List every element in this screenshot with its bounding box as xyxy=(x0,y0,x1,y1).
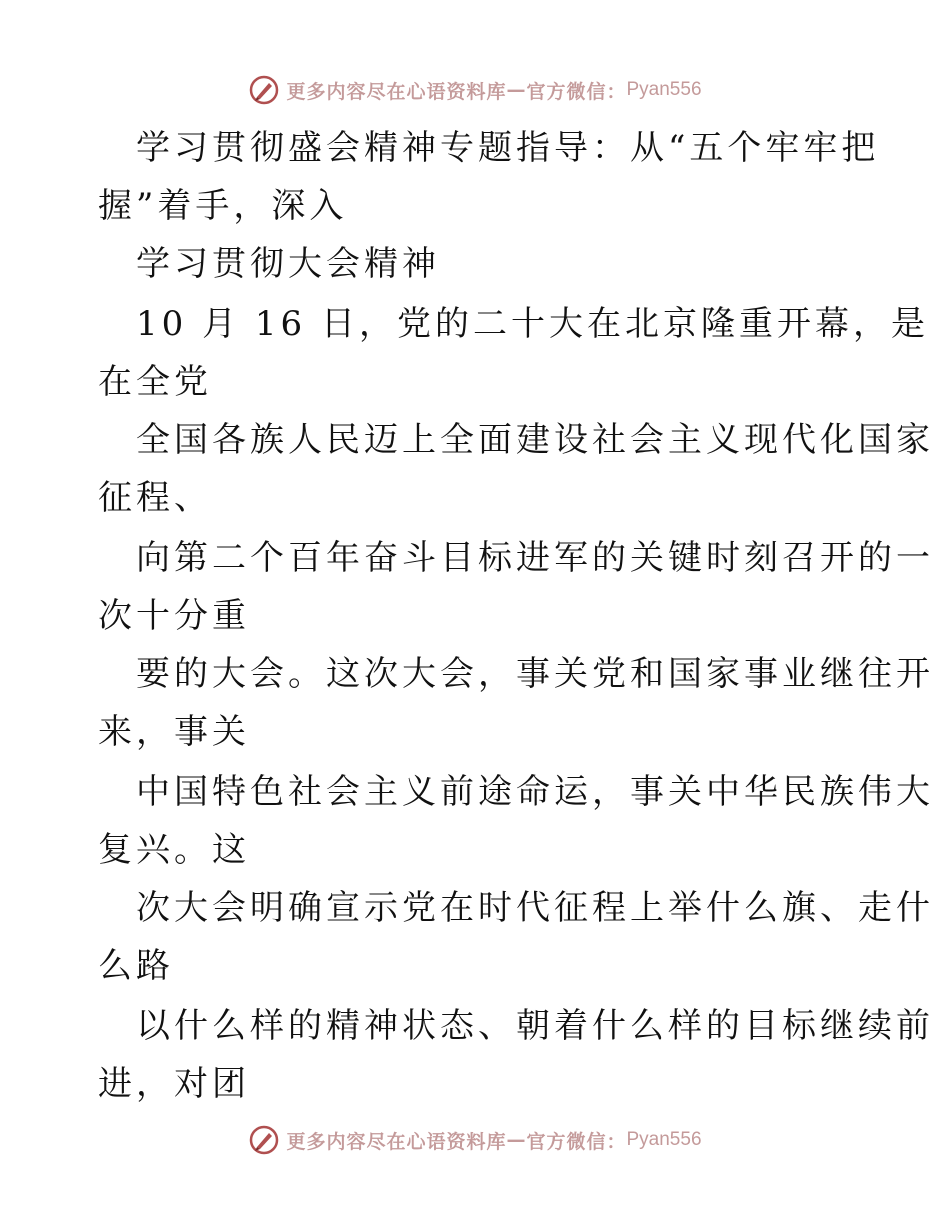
watermark-separator: — xyxy=(506,1129,527,1151)
text-line: 进，对团 xyxy=(98,1064,250,1104)
text-line: 在全党 xyxy=(98,362,212,402)
watermark-separator: — xyxy=(506,79,527,101)
text-line: 10 月 16 日，党的二十大在北京隆重开幕，是 xyxy=(136,304,929,344)
text-line: 握”着手，深入 xyxy=(98,186,348,226)
text-line: 要的大会。这次大会，事关党和国家事业继往开 xyxy=(136,654,934,694)
pen-circle-logo-icon xyxy=(248,74,280,106)
watermark-brand: 更多内容尽在心语资料库 xyxy=(286,80,507,103)
footer-watermark xyxy=(0,1122,950,1158)
text-line: 么路 xyxy=(98,946,174,986)
text-line: 中国特色社会主义前途命运，事关中华民族伟大 xyxy=(136,772,934,812)
watermark-brand: 更多内容尽在心语资料库 xyxy=(286,1130,507,1153)
header-watermark xyxy=(0,72,950,108)
watermark-handle: Pyan556 xyxy=(626,1129,702,1150)
text-line: 向第二个百年奋斗目标进军的关键时刻召开的一 xyxy=(136,538,934,578)
pen-circle-logo-icon xyxy=(248,1124,280,1156)
text-line: 来，事关 xyxy=(98,712,250,752)
text-line: 学习贯彻盛会精神专题指导：从“五个牢牢把 xyxy=(136,128,880,168)
text-line: 以什么样的精神状态、朝着什么样的目标继续前 xyxy=(136,1006,934,1046)
watermark-suffix: 官方微信： xyxy=(526,80,627,103)
watermark-suffix: 官方微信： xyxy=(526,1130,627,1153)
watermark-handle: Pyan556 xyxy=(626,79,702,100)
text-line: 学习贯彻大会精神 xyxy=(136,244,440,284)
text-line: 征程、 xyxy=(98,478,212,518)
text-line: 次十分重 xyxy=(98,596,250,636)
text-line: 复兴。这 xyxy=(98,830,250,870)
text-line: 全国各族人民迈上全面建设社会主义现代化国家 xyxy=(136,420,934,460)
text-line: 次大会明确宣示党在时代征程上举什么旗、走什 xyxy=(136,888,934,928)
